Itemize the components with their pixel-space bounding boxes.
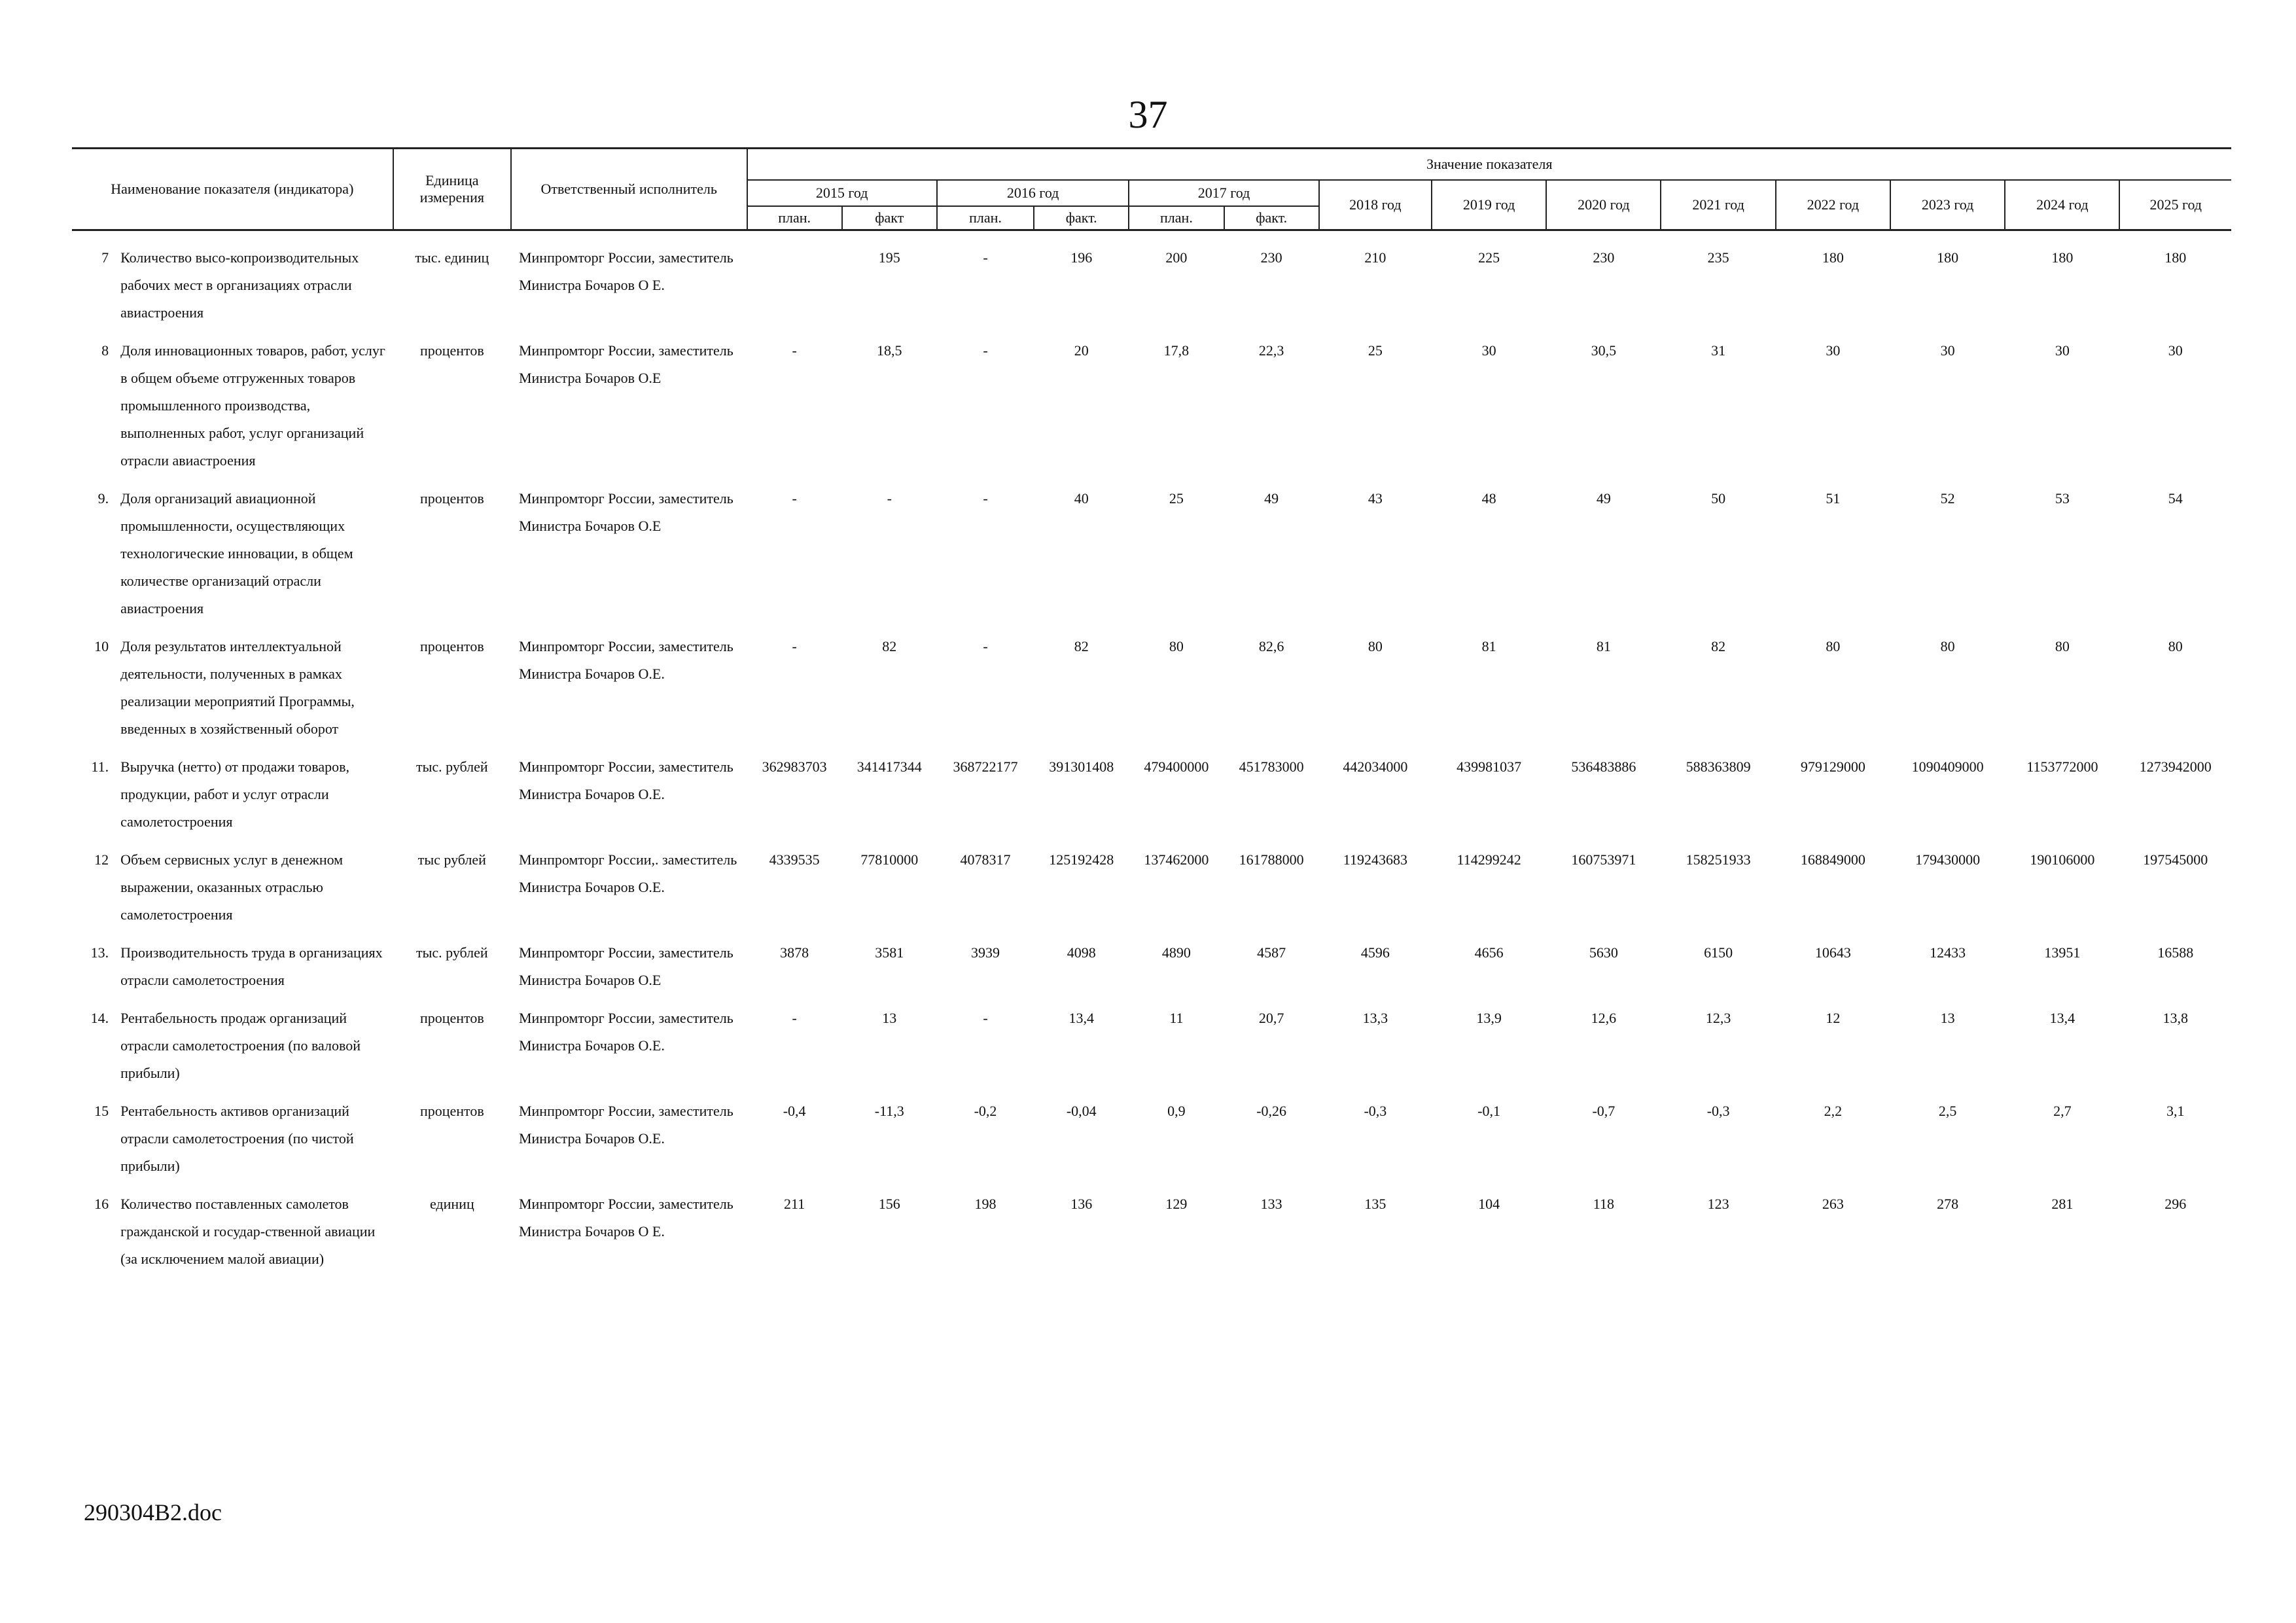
header-value-group: Значение показателя — [747, 149, 2232, 181]
indicator-name: Рентабельность активов организаций отрасли самолетостроения (по чистой прибыли) — [120, 1103, 354, 1174]
value-cell: 368722177 — [953, 758, 1018, 775]
value-cell: 296 — [2164, 1196, 2187, 1212]
value-cell: 12 — [1826, 1010, 1841, 1026]
table-row — [72, 753, 2231, 846]
value-cell: 160753971 — [1571, 851, 1636, 868]
value-cell: 30 — [1481, 342, 1496, 359]
value-cell: 49 — [1596, 490, 1611, 507]
value-cell: 451783000 — [1239, 758, 1304, 775]
page-number: 37 — [1128, 93, 1168, 136]
header-year-2018: 2018 год — [1319, 180, 1432, 230]
value-cell: 362983703 — [762, 758, 827, 775]
indicator-name: Объем сервисных услуг в денежном выражении, оказанных отраслью самолетостроения — [120, 851, 344, 923]
row-number: 13. — [90, 944, 109, 961]
value-cell: 4596 — [1360, 944, 1390, 961]
header-year-2017: 2017 год — [1129, 180, 1318, 206]
value-cell: 104 — [1478, 1196, 1500, 1212]
value-cell: - — [887, 490, 892, 507]
table-row — [72, 337, 2231, 485]
value-cell: 25 — [1169, 490, 1184, 507]
value-cell: - — [792, 490, 797, 507]
value-cell: 180 — [2164, 249, 2187, 266]
indicators-table — [72, 147, 2231, 1283]
value-cell: 119243683 — [1343, 851, 1407, 868]
value-cell: 50 — [1711, 490, 1726, 507]
value-cell: 53 — [2055, 490, 2070, 507]
responsible-executor: Минпромторг России, заместитель Министра Бочаров О.Е. — [518, 1010, 733, 1054]
value-cell: 13,8 — [2163, 1010, 2188, 1026]
value-cell: 80 — [1826, 638, 1841, 654]
value-cell: - — [792, 1010, 797, 1026]
value-cell: 30 — [1940, 342, 1955, 359]
header-fact-2016: факт. — [1034, 206, 1129, 230]
value-cell: 80 — [1169, 638, 1184, 654]
value-cell: 25 — [1368, 342, 1383, 359]
table-row — [72, 1190, 2231, 1283]
header-year-2021: 2021 год — [1661, 180, 1775, 230]
value-cell: 230 — [1260, 249, 1282, 266]
value-cell: 54 — [2168, 490, 2183, 507]
value-cell: 52 — [1940, 490, 1955, 507]
value-cell: 211 — [784, 1196, 805, 1212]
indicator-name: Количество поставленных самолетов гражданской и государ-ственной авиации (за исключением малой авиации) — [120, 1196, 376, 1267]
value-cell: 439981037 — [1457, 758, 1522, 775]
row-number: 8 — [101, 342, 109, 359]
table-row — [72, 846, 2231, 939]
header-year-2024: 2024 год — [2005, 180, 2119, 230]
value-cell: 20,7 — [1258, 1010, 1284, 1026]
value-cell: - — [983, 342, 988, 359]
unit-of-measure: процентов — [419, 490, 484, 507]
row-number: 10 — [94, 638, 109, 654]
value-cell: 158251933 — [1686, 851, 1751, 868]
value-cell: 230 — [1593, 249, 1615, 266]
value-cell: 197545000 — [2143, 851, 2208, 868]
value-cell: 4656 — [1474, 944, 1504, 961]
value-cell: 49 — [1264, 490, 1279, 507]
value-cell: 341417344 — [857, 758, 922, 775]
table-row — [72, 485, 2231, 633]
indicator-name: Выручка (нетто) от продажи товаров, продукции, работ и услуг отрасли самолетостроения — [120, 758, 350, 830]
value-cell: 3,1 — [2166, 1103, 2185, 1119]
table-row — [72, 1097, 2231, 1190]
value-cell: -0,1 — [1477, 1103, 1501, 1119]
value-cell: 13951 — [2044, 944, 2081, 961]
value-cell: 12,6 — [1591, 1010, 1617, 1026]
value-cell: 13,4 — [2049, 1010, 2075, 1026]
responsible-executor: Минпромторг России, заместитель Министра Бочаров О.Е. — [518, 758, 733, 802]
value-cell: 588363809 — [1686, 758, 1751, 775]
value-cell: 3939 — [971, 944, 1000, 961]
value-cell: 1153772000 — [2026, 758, 2098, 775]
value-cell: 442034000 — [1343, 758, 1408, 775]
header-year-2025: 2025 год — [2119, 180, 2231, 230]
value-cell: 123 — [1707, 1196, 1729, 1212]
value-cell: 30 — [2168, 342, 2183, 359]
value-cell: 235 — [1707, 249, 1729, 266]
unit-of-measure: процентов — [419, 1010, 484, 1026]
responsible-executor: Минпромторг России, заместитель Министра Бочаров О.Е — [518, 490, 733, 534]
value-cell: 80 — [1368, 638, 1383, 654]
value-cell: 4098 — [1067, 944, 1096, 961]
value-cell: 979129000 — [1800, 758, 1865, 775]
header-year-2023: 2023 год — [1890, 180, 2005, 230]
value-cell: 82 — [1074, 638, 1089, 654]
value-cell: 13,3 — [1362, 1010, 1388, 1026]
value-cell: 118 — [1593, 1196, 1614, 1212]
value-cell: 16588 — [2157, 944, 2194, 961]
value-cell: 1090409000 — [1911, 758, 1984, 775]
unit-of-measure: тыс. рублей — [415, 944, 488, 961]
value-cell: 30,5 — [1591, 342, 1617, 359]
header-year-2016: 2016 год — [937, 180, 1129, 206]
table-row — [72, 633, 2231, 753]
value-cell: 190106000 — [2030, 851, 2095, 868]
value-cell: 156 — [878, 1196, 900, 1212]
value-cell: 391301408 — [1049, 758, 1114, 775]
indicator-name: Количество высо-копроизводительных рабочих мест в организациях отрасли авиастроения — [120, 249, 359, 321]
value-cell: 180 — [1822, 249, 1844, 266]
value-cell: 4078317 — [960, 851, 1011, 868]
unit-of-measure: тыс. рублей — [415, 758, 488, 775]
value-cell: 1273942000 — [2139, 758, 2212, 775]
value-cell: 136 — [1070, 1196, 1093, 1212]
value-cell: 198 — [974, 1196, 997, 1212]
unit-of-measure: тыс рублей — [417, 851, 486, 868]
value-cell: -0,26 — [1256, 1103, 1287, 1119]
header-year-2019: 2019 год — [1432, 180, 1546, 230]
value-cell: 225 — [1478, 249, 1500, 266]
value-cell: 179430000 — [1915, 851, 1981, 868]
row-number: 14. — [90, 1010, 109, 1026]
value-cell: 82,6 — [1258, 638, 1284, 654]
value-cell: 4339535 — [769, 851, 820, 868]
header-plan-2015: план. — [747, 206, 842, 230]
header-indicator: Наименование показателя (индикатора) — [72, 149, 393, 230]
value-cell: 3878 — [780, 944, 809, 961]
value-cell: 479400000 — [1144, 758, 1209, 775]
indicator-name: Доля инновационных товаров, работ, услуг в общем объеме отгруженных товаров промышленного производства, выполненных работ, услуг организаций отрасли авиастроения — [120, 342, 385, 469]
header-plan-2016: план. — [937, 206, 1034, 230]
value-cell: 77810000 — [860, 851, 919, 868]
responsible-executor: Минпромторг России, заместитель Министра Бочаров О.Е — [518, 342, 733, 386]
value-cell: 2,5 — [1938, 1103, 1957, 1119]
value-cell: -0,3 — [1364, 1103, 1387, 1119]
value-cell: 22,3 — [1258, 342, 1284, 359]
row-number: 12 — [94, 851, 109, 868]
table-row — [72, 939, 2231, 1005]
value-cell: -11,3 — [874, 1103, 904, 1119]
value-cell: 31 — [1711, 342, 1726, 359]
unit-of-measure: тыс. единиц — [415, 249, 489, 266]
value-cell: 2,2 — [1824, 1103, 1843, 1119]
value-cell: 4890 — [1161, 944, 1191, 961]
value-cell: - — [792, 342, 797, 359]
value-cell: -0,7 — [1592, 1103, 1616, 1119]
unit-of-measure: процентов — [419, 342, 484, 359]
value-cell: 17,8 — [1163, 342, 1190, 359]
value-cell: 13,9 — [1476, 1010, 1502, 1026]
value-cell: 12,3 — [1705, 1010, 1731, 1026]
value-cell: 80 — [1940, 638, 1955, 654]
value-cell: 51 — [1826, 490, 1841, 507]
value-cell: 3581 — [875, 944, 904, 961]
value-cell: 281 — [2051, 1196, 2074, 1212]
value-cell: 210 — [1364, 249, 1386, 266]
value-cell: 114299242 — [1457, 851, 1521, 868]
header-year-2022: 2022 год — [1776, 180, 1890, 230]
value-cell: 48 — [1481, 490, 1496, 507]
value-cell: 80 — [2055, 638, 2070, 654]
row-number: 7 — [101, 249, 109, 266]
responsible-executor: Минпромторг России, заместитель Министра Бочаров О.Е. — [518, 638, 733, 682]
value-cell: 536483886 — [1571, 758, 1636, 775]
header-plan-2017: план. — [1129, 206, 1224, 230]
value-cell: -0,04 — [1066, 1103, 1097, 1119]
value-cell: 81 — [1481, 638, 1496, 654]
unit-of-measure: процентов — [419, 638, 484, 654]
value-cell: 43 — [1368, 490, 1383, 507]
value-cell: 30 — [1826, 342, 1841, 359]
value-cell: 195 — [878, 249, 900, 266]
table-row — [72, 230, 2231, 338]
value-cell: 278 — [1937, 1196, 1959, 1212]
value-cell: 6150 — [1704, 944, 1733, 961]
value-cell: 81 — [1596, 638, 1611, 654]
value-cell: - — [983, 1010, 988, 1026]
value-cell: 125192428 — [1049, 851, 1114, 868]
value-cell: 82 — [1711, 638, 1726, 654]
value-cell: -0,4 — [783, 1103, 806, 1119]
value-cell: -0,3 — [1706, 1103, 1730, 1119]
value-cell: 13,4 — [1069, 1010, 1094, 1026]
value-cell: 20 — [1074, 342, 1089, 359]
indicator-name: Доля результатов интеллектуальной деятельности, полученных в рамках реализации мероприятий Программы, введенных в хозяйственный оборот — [120, 638, 355, 737]
header-year-2015: 2015 год — [747, 180, 937, 206]
value-cell: 12433 — [1930, 944, 1966, 961]
value-cell: 263 — [1822, 1196, 1844, 1212]
value-cell: 129 — [1165, 1196, 1188, 1212]
responsible-executor: Минпромторг России,. заместитель Министра Бочаров О.Е. — [518, 851, 737, 895]
value-cell: 4587 — [1257, 944, 1286, 961]
responsible-executor: Минпромторг России, заместитель Министра Бочаров О Е. — [518, 1196, 733, 1240]
value-cell: - — [983, 249, 988, 266]
value-cell: - — [983, 638, 988, 654]
value-cell: 0,9 — [1167, 1103, 1186, 1119]
value-cell: 5630 — [1589, 944, 1618, 961]
unit-of-measure: процентов — [419, 1103, 484, 1119]
value-cell: 196 — [1070, 249, 1093, 266]
header-fact-2017: факт. — [1224, 206, 1319, 230]
responsible-executor: Минпромторг России, заместитель Министра Бочаров О Е. — [518, 249, 733, 293]
value-cell: 180 — [2051, 249, 2074, 266]
header-unit: Единица измерения — [393, 149, 511, 230]
value-cell: -0,2 — [974, 1103, 997, 1119]
value-cell: 168849000 — [1800, 851, 1865, 868]
value-cell: 13 — [1940, 1010, 1955, 1026]
header-responsible: Ответственный исполнитель — [511, 149, 747, 230]
value-cell: 30 — [2055, 342, 2070, 359]
indicator-name: Рентабельность продаж организаций отрасли самолетостроения (по валовой прибыли) — [120, 1010, 361, 1081]
row-number: 9. — [97, 490, 109, 507]
value-cell: 180 — [1937, 249, 1959, 266]
header-year-2020: 2020 год — [1546, 180, 1661, 230]
value-cell: 137462000 — [1144, 851, 1209, 868]
responsible-executor: Минпромторг России, заместитель Министра Бочаров О.Е. — [518, 1103, 733, 1147]
responsible-executor: Минпромторг России, заместитель Министра Бочаров О.Е — [518, 944, 733, 988]
table-row — [72, 1005, 2231, 1097]
indicator-name: Доля организаций авиационной промышленности, осуществляющих технологические инновации, в общем количестве организаций отрасли авиастроения — [120, 490, 353, 616]
indicator-name: Производительность труда в организациях отрасли самолетостроения — [120, 944, 383, 988]
value-cell: 133 — [1260, 1196, 1282, 1212]
table-body — [72, 230, 2231, 1284]
value-cell: 40 — [1074, 490, 1089, 507]
value-cell: 11 — [1169, 1010, 1184, 1026]
value-cell: 200 — [1165, 249, 1188, 266]
value-cell: 161788000 — [1239, 851, 1304, 868]
value-cell: 13 — [882, 1010, 897, 1026]
value-cell: 18,5 — [877, 342, 902, 359]
value-cell: - — [983, 490, 988, 507]
value-cell: 135 — [1364, 1196, 1386, 1212]
row-number: 11. — [91, 758, 109, 775]
footer-filename: 290304B2.doc — [84, 1499, 222, 1525]
row-number: 16 — [94, 1196, 109, 1212]
value-cell — [747, 230, 842, 338]
value-cell: 2,7 — [2053, 1103, 2072, 1119]
value-cell: 10643 — [1814, 944, 1851, 961]
header-fact-2015: факт — [842, 206, 937, 230]
value-cell: - — [792, 638, 797, 654]
row-number: 15 — [94, 1103, 109, 1119]
unit-of-measure: единиц — [429, 1196, 474, 1212]
value-cell: 80 — [2168, 638, 2183, 654]
value-cell: 82 — [882, 638, 897, 654]
